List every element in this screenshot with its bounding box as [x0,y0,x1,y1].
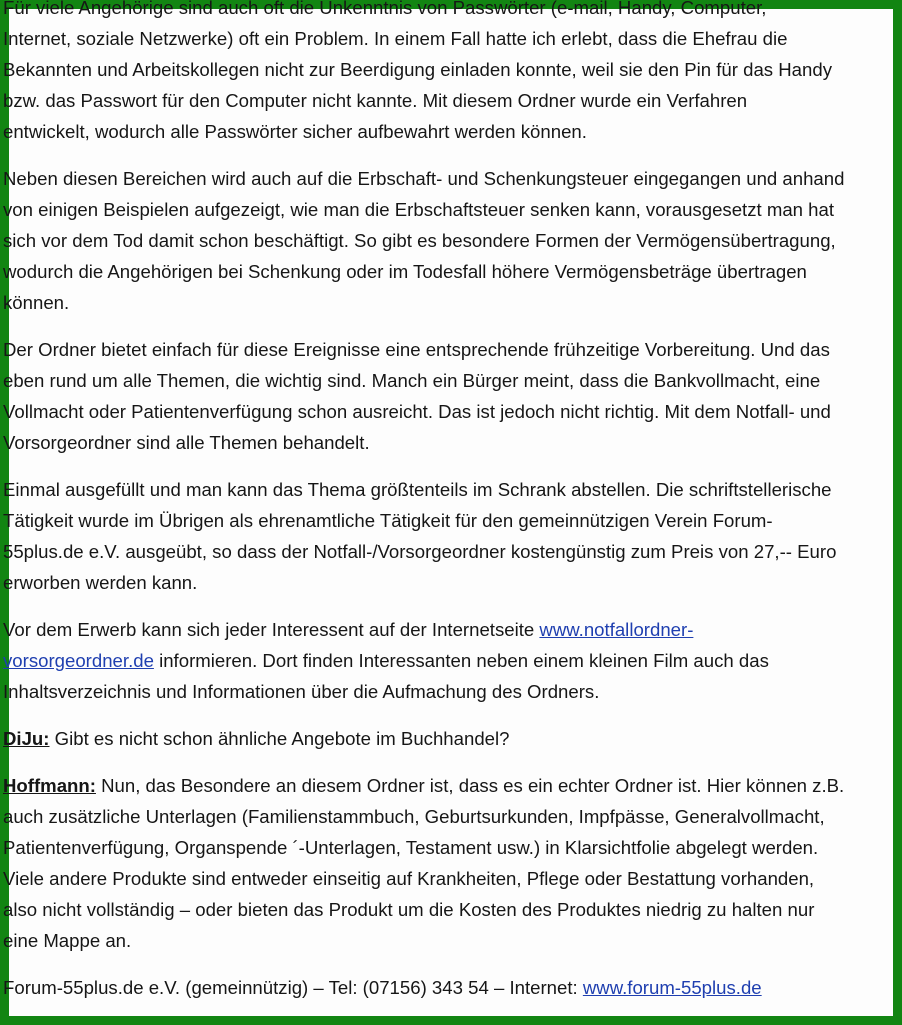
footer-text: Forum-55plus.de e.V. (gemeinnützig) – Tel: (07156) 343 54 – Internet: [3,977,583,998]
text-line: von einigen Beispielen aufgezeigt, wie man die Erbschaftsteuer senken kann, vorausgesetzt man hat [3,199,835,220]
text-line: Vorsorgeordner sind alle Themen behandelt. [3,432,370,453]
text-line: Bekannten und Arbeitskollegen nicht zur Beerdigung einladen konnte, weil sie den Pin für das Handy [3,59,833,80]
website-link-part1[interactable]: www.notfallordner- [539,619,694,640]
text-line: auch zusätzliche Unterlagen (Familienstammbuch, Geburtsurkunden, Impfpässe, Generalvollmacht, [3,806,825,827]
website-link-part2[interactable]: vorsorgeordner.de [3,650,154,671]
speaker-hoffmann: Hoffmann: [3,775,96,796]
text-line: eben rund um alle Themen, die wichtig sind. Manch ein Bürger meint, dass die Bankvollmacht, eine [3,370,821,391]
question-text: Gibt es nicht schon ähnliche Angebote im Buchhandel? [49,728,510,749]
answer-text: Nun, das Besondere an diesem Ordner ist, dass es ein echter Ordner ist. Hier können z.B. [95,775,845,796]
website-info-text: informieren. Dort finden Interessanten neben einem kleinen Film auch das [153,650,769,671]
paragraph-answer [3,770,895,956]
text-line [3,770,895,801]
footer-line [3,972,895,1003]
text-line: wodurch die Angehörigen bei Schenkung oder im Todesfall höhere Vermögensbeträge übertragen [3,261,807,282]
website-intro-text: Vor dem Erwerb kann sich jeder Interessent auf der Internetseite [3,619,540,640]
text-line: Neben diesen Bereichen wird auch auf die Erbschaft- und Schenkungsteuer eingegangen und anhand [3,168,845,189]
document-page [3,0,893,1016]
paragraph-inheritance-tax [3,163,895,318]
text-line: entwickelt, wodurch alle Passwörter sicher aufbewahrt werden können. [3,121,587,142]
text-line: Patientenverfügung, Organspende ´-Unterlagen, Testament usw.) in Klarsichtfolie abgelegt werden. [3,837,819,858]
text-line: sich vor dem Tod damit schon beschäftigt. So gibt es besondere Formen der Vermögensübertragung, [3,230,836,251]
text-line: Viele andere Produkte sind entweder einseitig auf Krankheiten, Pflege oder Bestattung vorhanden, [3,868,815,889]
text-line: eine Mappe an. [3,930,132,951]
speaker-diju: DiJu: [3,728,50,749]
paragraph-question [3,723,895,754]
text-line: erworben werden kann. [3,572,198,593]
footer-link[interactable]: www.forum-55plus.de [582,977,762,998]
text-line: Für viele Angehörige sind auch oft die Unkenntnis von Passwörter (e-mail, Handy, Computer, [3,0,767,18]
paragraph-preparation [3,334,895,458]
text-line [3,614,895,645]
paragraph-website [3,614,895,707]
text-line: Internet, soziale Netzwerke) oft ein Problem. In einem Fall hatte ich erlebt, dass die Ehefrau die [3,28,788,49]
text-line: Einmal ausgefüllt und man kann das Thema größtenteils im Schrank abstellen. Die schriftstellerische [3,479,832,500]
text-line: Inhaltsverzeichnis und Informationen über die Aufmachung des Ordners. [3,681,600,702]
text-line: Vollmacht oder Patientenverfügung schon ausreicht. Das ist jedoch nicht richtig. Mit dem Notfall- und [3,401,831,422]
text-line [3,645,895,676]
text-line: Der Ordner bietet einfach für diese Ereignisse eine entsprechende frühzeitige Vorbereitung. Und das [3,339,830,360]
text-line: können. [3,292,70,313]
text-line: also nicht vollständig – oder bieten das Produkt um die Kosten des Produktes niedrig zu halten nur [3,899,815,920]
text-line: 55plus.de e.V. ausgeübt, so dass der Notfall-/Vorsorgeordner kostengünstig zum Preis von 27,-- Euro [3,541,837,562]
paragraph-price [3,474,895,598]
text-line: Tätigkeit wurde im Übrigen als ehrenamtliche Tätigkeit für den gemeinnützigen Verein Forum- [3,510,773,531]
paragraph-passwords [3,0,895,147]
document-body [3,0,895,1019]
text-line [3,723,895,754]
text-line: bzw. das Passwort für den Computer nicht kannte. Mit diesem Ordner wurde ein Verfahren [3,90,748,111]
page-footer [3,972,895,1003]
